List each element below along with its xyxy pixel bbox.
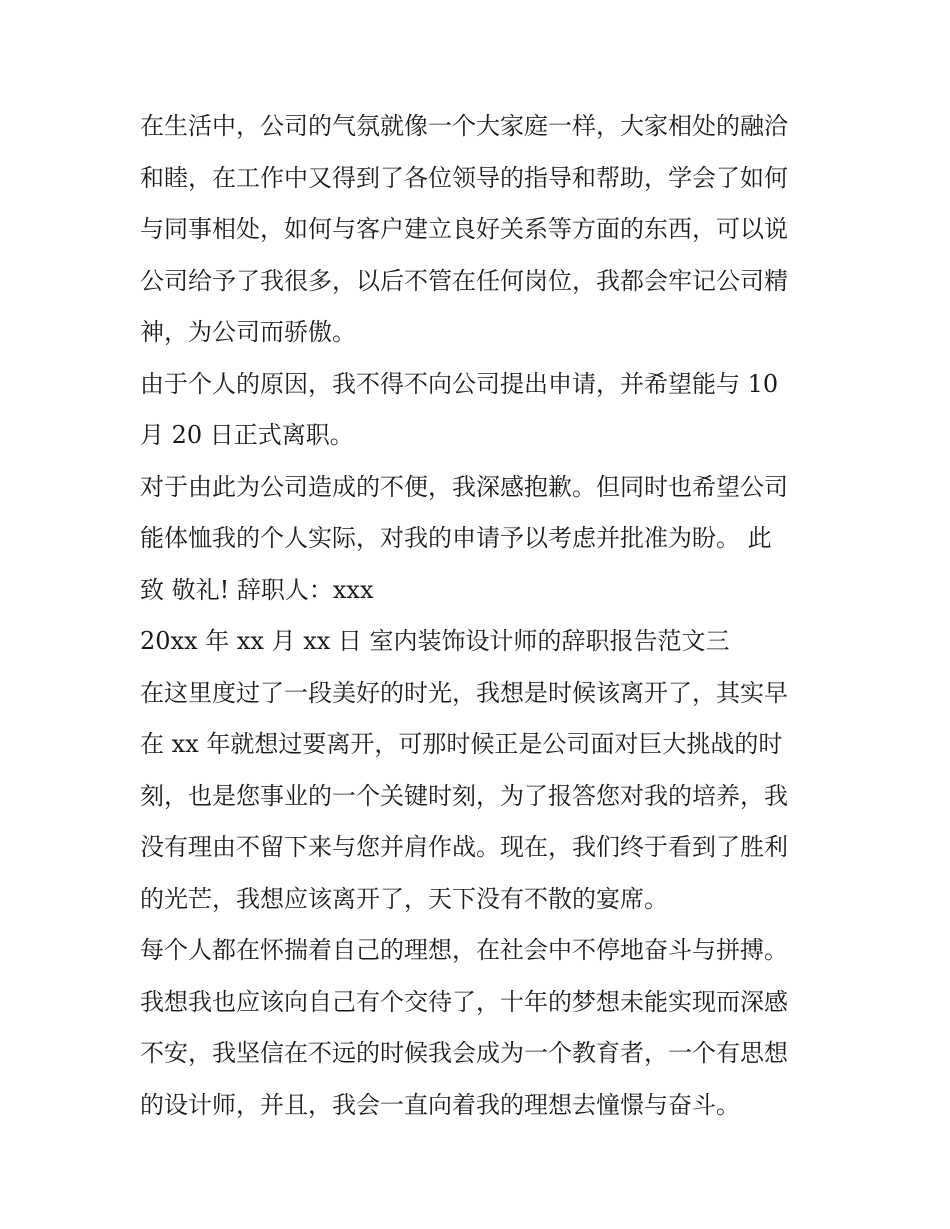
text-line: 每个人都在怀揣着自己的理想，在社会中不停地奋斗与拼搏。 [140, 936, 788, 964]
document-body [140, 101, 820, 1131]
text-line: 和睦，在工作中又得到了各位领导的指导和帮助，学会了如何 [140, 163, 788, 192]
text-line: 不安，我坚信在不远的时候我会成为一个教育者，一个有思想 [140, 1039, 788, 1067]
text-line: 与同事相处，如何与客户建立良好关系等方面的东西，可以说 [140, 215, 788, 243]
text-line: 没有理由不留下来与您并肩作战。现在，我们终于看到了胜利 [140, 833, 788, 861]
text-line: 的光芒，我想应该离开了，天下没有不散的宴席。 [140, 884, 668, 913]
text-line: 我想我也应该向自己有个交待了，十年的梦想未能实现而深感 [140, 987, 788, 1016]
text-line: 致 敬礼! 辞职人：xxx [140, 575, 374, 604]
text-line: 在 xx 年就想过要离开，可那时候正是公司面对巨大挑战的时 [140, 730, 783, 758]
text-line: 对于由此为公司造成的不便，我深感抱歉。但同时也希望公司 [140, 472, 788, 501]
text-line: 20xx 年 xx 月 xx 日 室内装饰设计师的辞职报告范文三 [140, 627, 730, 655]
text-line: 的设计师，并且，我会一直向着我的理想去憧憬与奋斗。 [140, 1090, 740, 1119]
text-line: 能体恤我的个人实际，对我的申请予以考虑并批准为盼。 此 [140, 524, 772, 552]
text-line: 公司给予了我很多，以后不管在任何岗位，我都会牢记公司精 [140, 266, 788, 295]
text-line: 月 20 日正式离职。 [140, 421, 354, 449]
text-line: 神，为公司而骄傲。 [140, 318, 356, 346]
text-line: 由于个人的原因，我不得不向公司提出申请，并希望能与 10 [140, 369, 779, 398]
text-line: 刻，也是您事业的一个关键时刻，为了报答您对我的培养，我 [140, 781, 788, 810]
text-line: 在生活中，公司的气氛就像一个大家庭一样，大家相处的融洽 [140, 112, 788, 140]
text-line: 在这里度过了一段美好的时光，我想是时候该离开了，其实早 [140, 678, 788, 707]
